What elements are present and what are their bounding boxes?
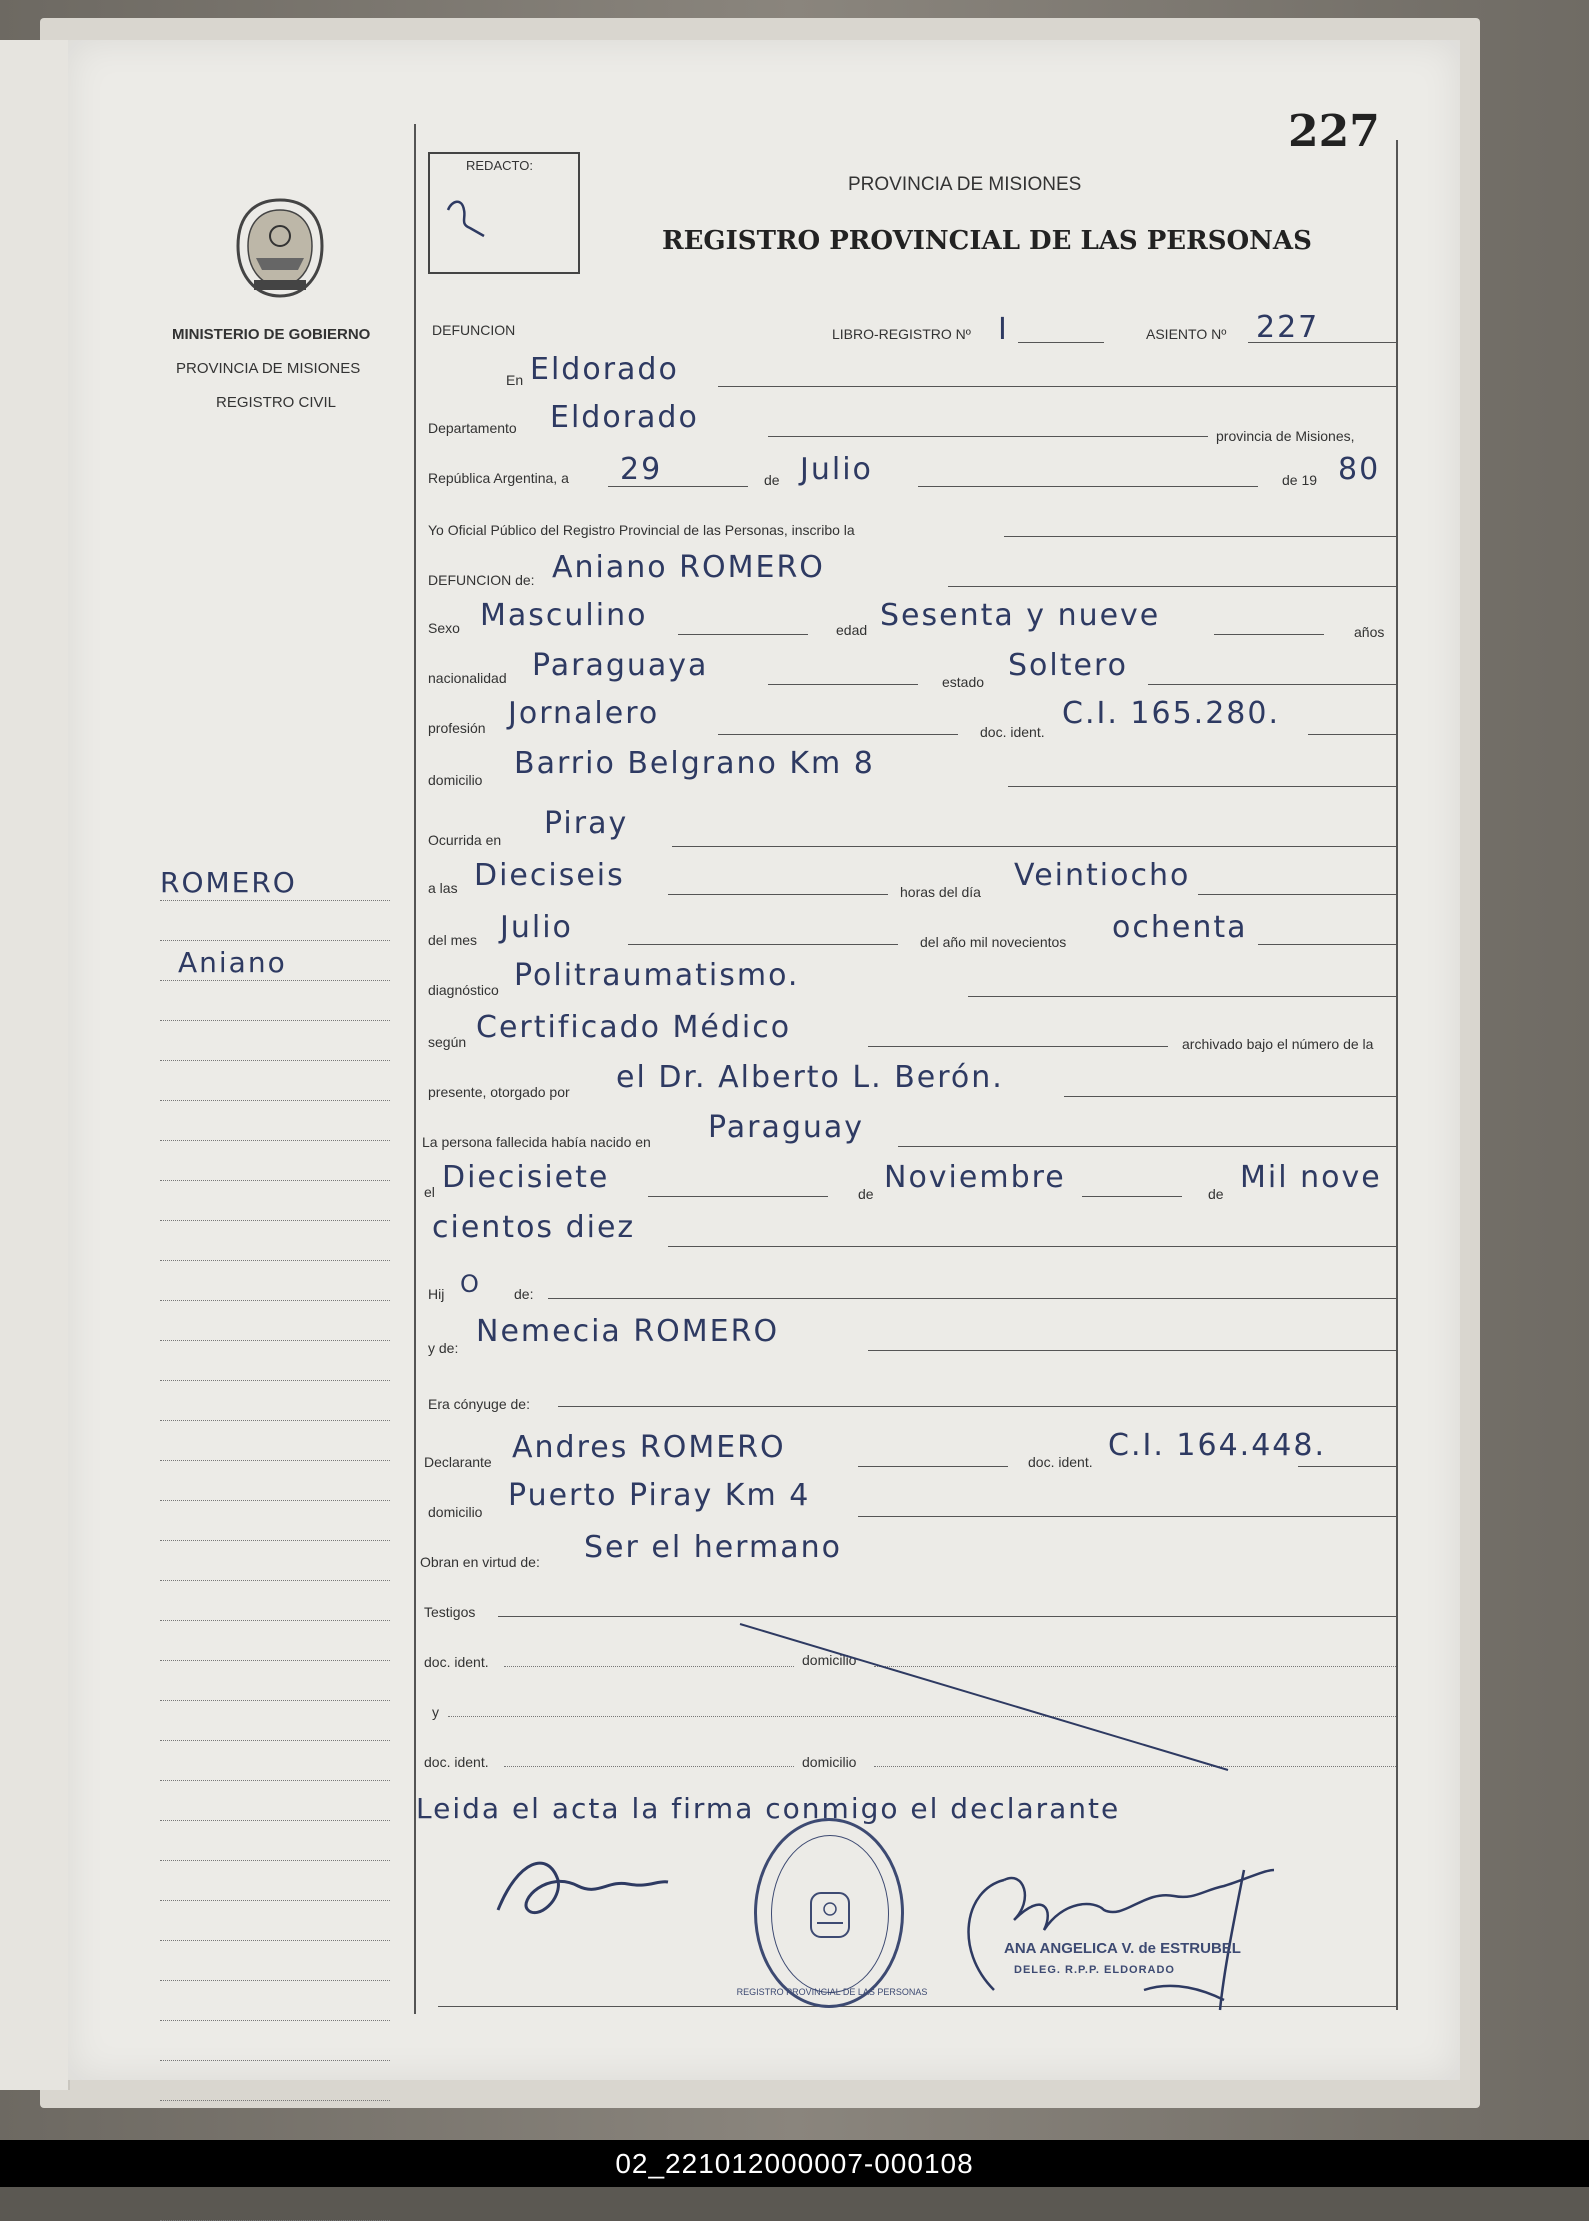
margin-dotted-line	[160, 1660, 390, 1661]
margin-dotted-line	[160, 940, 390, 941]
redacto-label: REDACTO:	[466, 158, 533, 173]
defuncion-label: DEFUNCION	[432, 322, 516, 338]
domicilio-value: Barrio Belgrano Km 8	[514, 746, 875, 781]
mes-value: Julio	[500, 910, 573, 945]
diagnostico-label: diagnóstico	[428, 982, 499, 998]
margin-dotted-line	[160, 1860, 390, 1861]
obran-label: Obran en virtud de:	[420, 1554, 540, 1570]
margin-dotted-line	[160, 1420, 390, 1421]
margin-dotted-line	[160, 1260, 390, 1261]
margin-dotted-line	[160, 1300, 390, 1301]
edad-value: Sesenta y nueve	[880, 598, 1161, 633]
profesion-value: Jornalero	[508, 696, 660, 731]
register-page	[68, 40, 1460, 2080]
asiento-line	[1248, 342, 1398, 343]
departamento-line	[768, 436, 1208, 437]
margin-dotted-line	[160, 900, 390, 901]
margin-dotted-line	[160, 2100, 390, 2101]
ocurrida-line	[672, 846, 1396, 847]
t-domicilio-label: domicilio	[802, 1652, 857, 1668]
year-value: 80	[1338, 452, 1381, 487]
nacido-line	[898, 1146, 1396, 1147]
closing-text: Leida el acta la firma conmigo el declarante	[416, 1792, 1121, 1825]
margin-dotted-line	[160, 2060, 390, 2061]
profesion-line	[718, 734, 958, 735]
image-caption: 02_221012000007-000108	[0, 2140, 1589, 2187]
margin-dotted-line	[160, 1540, 390, 1541]
el-label: el	[424, 1184, 435, 1200]
a-las-value: Dieciseis	[474, 858, 625, 893]
registry-civil-label: REGISTRO CIVIL	[216, 394, 337, 411]
diagnostico-line	[968, 996, 1396, 997]
margin-dotted-line	[160, 1060, 390, 1061]
presente-label: presente, otorgado por	[428, 1084, 570, 1100]
sexo-line	[678, 634, 808, 635]
decl-doc-value: C.I. 164.448.	[1108, 1428, 1326, 1463]
margin-dotted-line	[160, 1140, 390, 1141]
y-de-line	[868, 1350, 1396, 1351]
nac-de-label: de	[858, 1186, 874, 1202]
province-label: PROVINCIA DE MISIONES	[176, 360, 361, 377]
margin-dotted-line	[160, 1940, 390, 1941]
y-de-label: y de:	[428, 1340, 459, 1356]
conyuge-line	[558, 1406, 1396, 1407]
obran-value: Ser el hermano	[584, 1530, 842, 1565]
facing-page-edge	[0, 40, 70, 2090]
domicilio-label: domicilio	[428, 772, 483, 788]
margin-dotted-line	[160, 1500, 390, 1501]
margin-dotted-line	[160, 2020, 390, 2021]
conyuge-label: Era cónyuge de:	[428, 1396, 530, 1412]
nac-ano-value-1: Mil nove	[1240, 1160, 1382, 1195]
a-las-label: a las	[428, 880, 458, 896]
edad-line	[1214, 634, 1324, 635]
del-mes-label: del mes	[428, 932, 478, 948]
ocurrida-value: Piray	[544, 806, 629, 841]
en-line	[718, 386, 1398, 387]
month-line	[918, 486, 1258, 487]
decl-doc-line	[1298, 1466, 1396, 1467]
nac-de2-label: de	[1208, 1186, 1224, 1202]
hijo-line	[548, 1298, 1396, 1299]
margin-dotted-line	[160, 1220, 390, 1221]
stamp-text: REGISTRO PROVINCIAL DE LAS PERSONAS	[736, 1987, 928, 1997]
ano-value: ochenta	[1112, 910, 1248, 945]
doc-ident-label: doc. ident.	[980, 724, 1045, 740]
margin-dotted-line	[160, 1740, 390, 1741]
estado-line	[1148, 684, 1396, 685]
doc-ident-value: C.I. 165.280.	[1062, 696, 1280, 731]
ministry-label: MINISTERIO DE GOBIERNO	[172, 326, 371, 343]
margin-divider	[414, 124, 416, 2014]
margin-dotted-line	[160, 1180, 390, 1181]
t2-doc-label: doc. ident.	[424, 1754, 489, 1770]
t2-domicilio-label: domicilio	[802, 1754, 857, 1770]
republica-label: República Argentina, a	[428, 470, 569, 486]
declarante-line	[858, 1466, 1008, 1467]
segun-value: Certificado Médico	[476, 1010, 792, 1045]
nacido-label: La persona fallecida había nacido en	[422, 1134, 651, 1150]
margin-dotted-line	[160, 1020, 390, 1021]
official-name: ANA ANGELICA V. de ESTRUBEL	[1004, 1940, 1241, 1957]
presente-value: el Dr. Alberto L. Berón.	[616, 1060, 1004, 1095]
diagnostico-value: Politraumatismo.	[514, 958, 800, 993]
estado-value: Soltero	[1008, 648, 1128, 683]
province-title: PROVINCIA DE MISIONES	[848, 174, 1082, 195]
month-value: Julio	[800, 452, 873, 487]
nac-ano-value-2: cientos diez	[432, 1210, 636, 1245]
cross-out-stroke	[734, 1618, 1234, 1778]
y-label: y	[432, 1704, 439, 1720]
segun-label: según	[428, 1034, 467, 1050]
official-signature	[944, 1840, 1284, 2030]
departamento-value: Eldorado	[550, 400, 699, 435]
defuncion-de-label: DEFUNCION de:	[428, 572, 535, 588]
t-doc-label: doc. ident.	[424, 1654, 489, 1670]
defuncion-de-value: Aniano ROMERO	[552, 550, 825, 585]
checkmark-icon	[440, 180, 500, 240]
edad-label: edad	[836, 622, 868, 638]
hijo-label-2: de:	[514, 1286, 534, 1302]
dia-line	[1198, 894, 1396, 895]
declarante-value: Andres ROMERO	[512, 1430, 786, 1465]
provincia-suffix: provincia de Misiones,	[1216, 428, 1355, 444]
nacionalidad-value: Paraguaya	[532, 648, 709, 683]
domicilio-line	[1008, 786, 1396, 787]
day-line	[608, 486, 748, 487]
horas-label: horas del día	[900, 884, 981, 900]
margin-given-name: Aniano	[178, 946, 287, 979]
margin-dotted-line	[160, 1980, 390, 1981]
libro-label: LIBRO-REGISTRO Nº	[832, 326, 971, 342]
margin-dotted-line	[160, 1620, 390, 1621]
testigos-label: Testigos	[424, 1604, 476, 1620]
de-label: de	[764, 472, 780, 488]
page-number: 227	[1288, 106, 1380, 157]
nac-ano-line	[668, 1246, 1396, 1247]
margin-dotted-line	[160, 980, 390, 981]
oficial-line	[1004, 536, 1396, 537]
nacionalidad-label: nacionalidad	[428, 670, 507, 686]
declarante-label: Declarante	[424, 1454, 492, 1470]
margin-dotted-line	[160, 1900, 390, 1901]
margin-dotted-line	[160, 1580, 390, 1581]
sexo-label: Sexo	[428, 620, 460, 636]
a-las-line	[668, 894, 888, 895]
day-value: 29	[620, 452, 663, 487]
segun-line	[868, 1046, 1168, 1047]
ocurrida-label: Ocurrida en	[428, 832, 502, 848]
official-stamp	[736, 1818, 928, 2008]
right-border	[1396, 140, 1398, 2010]
archivado-label: archivado bajo el número de la	[1182, 1036, 1374, 1052]
margin-dotted-line	[160, 1460, 390, 1461]
ano-line	[1258, 944, 1396, 945]
nac-mes-value: Noviembre	[884, 1160, 1066, 1195]
de19-label: de 19	[1282, 472, 1318, 488]
margin-dotted-line	[160, 1820, 390, 1821]
registry-title: REGISTRO PROVINCIAL DE LAS PERSONAS	[662, 226, 1312, 256]
anos-label: años	[1354, 624, 1385, 640]
declarant-signature	[488, 1840, 678, 1940]
departamento-label: Departamento	[428, 420, 517, 436]
decl-domicilio-value: Puerto Piray Km 4	[508, 1478, 811, 1513]
defuncion-de-line	[948, 586, 1396, 587]
margin-dotted-line	[160, 1700, 390, 1701]
libro-line	[1018, 342, 1104, 343]
nac-dia-value: Diecisiete	[442, 1160, 610, 1195]
en-value: Eldorado	[530, 352, 679, 387]
presente-line	[1064, 1096, 1396, 1097]
sexo-value: Masculino	[480, 598, 648, 633]
margin-dotted-line	[160, 1340, 390, 1341]
margin-dotted-line	[160, 1100, 390, 1101]
margin-surname: ROMERO	[160, 866, 297, 899]
del-ano-label: del año mil novecientos	[920, 934, 1067, 950]
decl-domicilio-label: domicilio	[428, 1504, 483, 1520]
asiento-label: ASIENTO Nº	[1146, 326, 1227, 342]
decl-domicilio-line	[858, 1516, 1396, 1517]
margin-dotted-line	[160, 1780, 390, 1781]
mes-line	[628, 944, 898, 945]
estado-label: estado	[942, 674, 985, 690]
oficial-text: Yo Oficial Público del Registro Provincial de las Personas, inscribo la	[428, 522, 855, 538]
redacto-box	[428, 152, 580, 274]
nacionalidad-line	[768, 684, 918, 685]
testigos-line	[498, 1616, 1396, 1617]
en-label: En	[506, 372, 524, 388]
hijo-label-1: Hij	[428, 1286, 445, 1302]
nac-dia-line	[648, 1196, 828, 1197]
official-title: DELEG. R.P.P. ELDORADO	[1014, 1964, 1175, 1976]
profesion-label: profesión	[428, 720, 486, 736]
dia-value: Veintiocho	[1014, 858, 1191, 893]
nacido-value: Paraguay	[708, 1110, 865, 1145]
margin-dotted-line	[160, 1380, 390, 1381]
asiento-value: 227	[1256, 310, 1320, 345]
libro-value: I	[998, 312, 1009, 347]
nac-mes-line	[1082, 1196, 1182, 1197]
y-de-value: Nemecia ROMERO	[476, 1314, 780, 1349]
hijo-value: O	[460, 1270, 481, 1298]
doc-ident-line	[1308, 734, 1396, 735]
province-emblem-icon	[232, 196, 328, 300]
decl-doc-label: doc. ident.	[1028, 1454, 1093, 1470]
stamp-emblem-icon	[805, 1887, 855, 1943]
